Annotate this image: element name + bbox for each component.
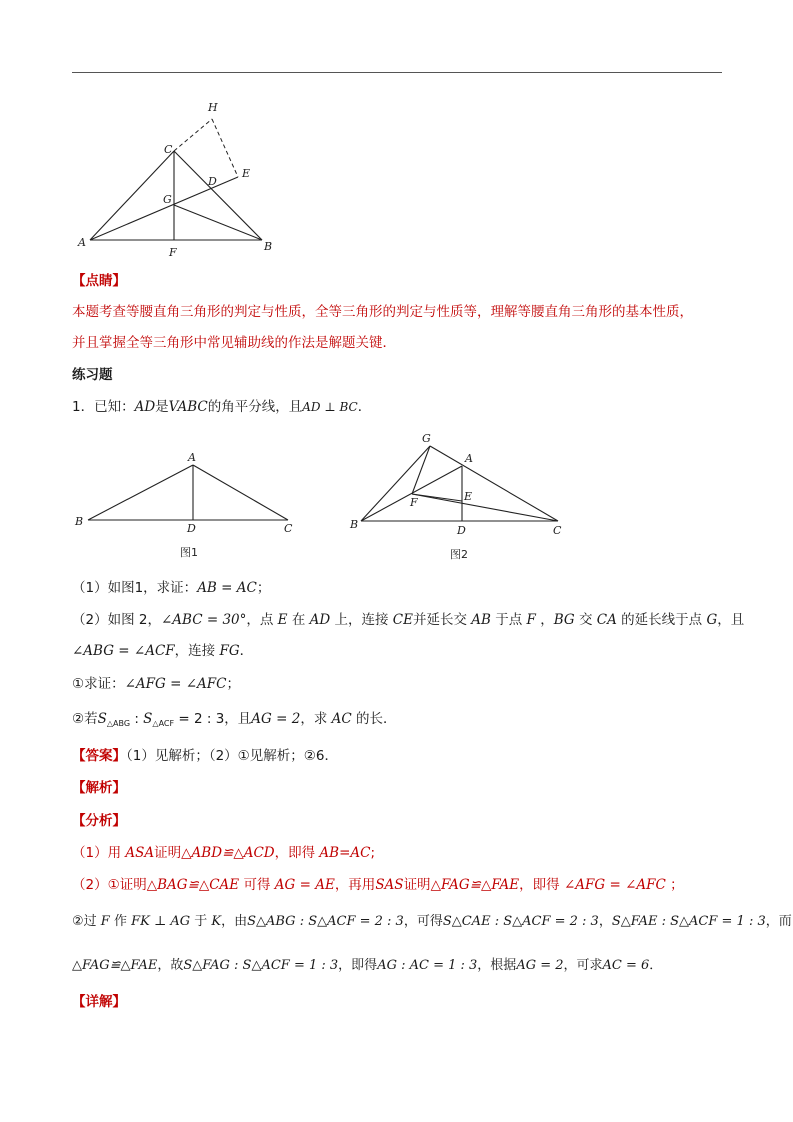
fig1-label-C: C (284, 522, 293, 535)
sub-question-1: ①求证：∠AFG = ∠AFC； (72, 676, 240, 692)
header-rule (72, 72, 722, 73)
jiexi-tag: 【解析】 (72, 780, 126, 796)
dianjing-line-2: 并且掌握全等三角形中常见辅助线的作法是解题关键． (72, 335, 396, 351)
sub-question-2: ②若$S_{\triangle ABG}$ : $S_{\triangle ACF} = 2$ : 3，且AG = 2，求 AC 的长． (72, 711, 397, 728)
figure-top (70, 95, 290, 265)
fig2-label-E: E (464, 490, 473, 503)
label-C: C (164, 143, 173, 156)
fig1-seg-AC (193, 465, 288, 520)
figure-1 (70, 448, 310, 568)
fenxi-tag: 【分析】 (72, 813, 126, 829)
fig2-seg-GF (412, 446, 430, 494)
seg-AC (90, 151, 174, 240)
fig2-seg-BA (361, 466, 462, 521)
label-A: A (78, 236, 86, 249)
fig1-label-A: A (188, 451, 196, 464)
figure-2 (345, 430, 575, 570)
answer-line (72, 747, 338, 765)
answer-tag: 【答案】 (72, 748, 126, 764)
dianjing-title: 【点睛】 (72, 273, 126, 289)
fig2-seg-BG (361, 446, 430, 521)
analysis-line-4: △FAG≌△FAE，故S△FAG : S△ACF = 1 : 3，即得AG : AC = 1 : 3，根据AG = 2，可求AC = 6． (72, 958, 663, 973)
dianjing-line-1: 本题考查等腰直角三角形的判定与性质，全等三角形的判定与性质等，理解等腰直角三角形的基本性质， (72, 304, 693, 320)
label-B: B (264, 240, 273, 253)
fig1-label-D: D (187, 522, 196, 535)
question-2-line-2: ∠ABG = ∠ACF，连接 FG． (72, 643, 254, 659)
analysis-line-2: （2）①证明△BAG≌△CAE 可得 AG = AE，再用SAS证明△FAG≌△FAE，即得 ∠AFG = ∠AFC ； (72, 877, 684, 893)
fig2-label-F: F (410, 496, 418, 509)
fig2-seg-FE (412, 494, 462, 501)
fig2-seg-FC (412, 494, 558, 521)
question-1: （1）如图1，求证：AB = AC； (72, 580, 271, 596)
label-G: G (163, 193, 172, 206)
fig1-caption: 图1 (180, 546, 198, 559)
fig2-label-G: G (422, 432, 431, 445)
fig2-label-A: A (465, 452, 473, 465)
analysis-line-1: （1）用 ASA证明△ABD≌△ACD，即得 AB=AC; (72, 845, 376, 861)
seg-GB (174, 205, 262, 240)
answer-text: （1）见解析；（2）①见解析；②6． (126, 748, 338, 764)
seg-HE (212, 119, 238, 177)
seg-CH (174, 119, 212, 151)
label-F: F (169, 246, 177, 259)
analysis-line-3: ②过 F 作 FK ⊥ AG 于 K，由S△ABG : S△ACF = 2 : 3，可得S△CAE : S△ACF = 2 : 3，S△FAE : S△ACF = 1 : 3，而 (72, 914, 792, 929)
seg-CB (174, 151, 262, 240)
problem-intro: 1．已知：AD是VABC的角平分线，且AD ⊥ BC． (72, 399, 372, 415)
fig2-seg-GC (430, 446, 558, 521)
practice-title: 练习题 (72, 367, 113, 383)
fig2-label-D: D (457, 524, 466, 537)
fig2-caption: 图2 (450, 548, 468, 561)
fig2-label-B: B (350, 518, 359, 531)
label-H: H (208, 101, 218, 114)
label-D: D (208, 175, 217, 188)
xiangjie-tag: 【详解】 (72, 994, 126, 1010)
label-E: E (242, 167, 251, 180)
question-2-line-1: （2）如图 2，∠ABC = 30°，点 E 在 AD 上，连接 CE并延长交 AB 于点 F ，BG 交 CA 的延长线于点 G，且 (72, 612, 745, 628)
fig2-label-C: C (553, 524, 562, 537)
fig1-label-B: B (75, 515, 84, 528)
fig1-seg-AB (88, 465, 193, 520)
